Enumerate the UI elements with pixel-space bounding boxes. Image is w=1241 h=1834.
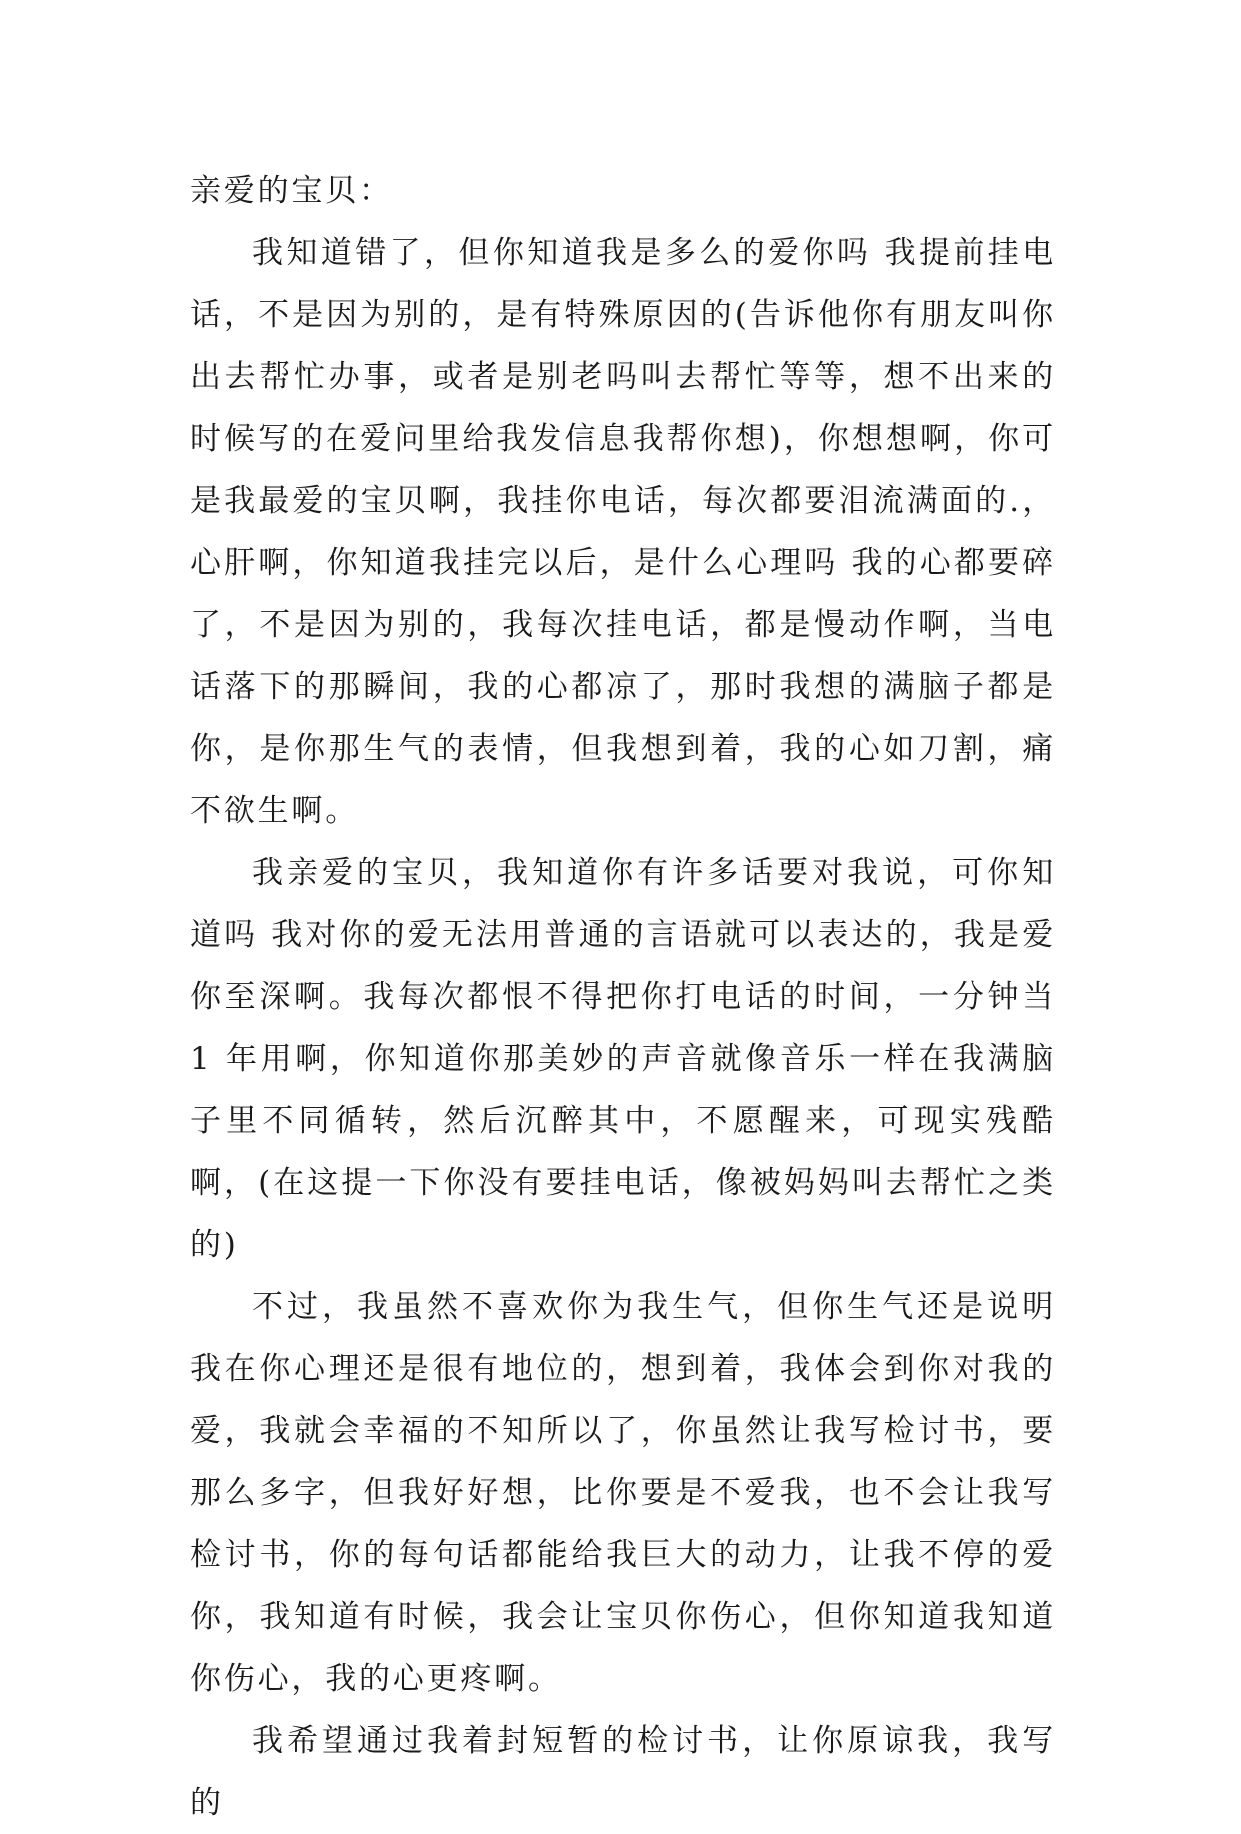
letter-paragraph-4: 我希望通过我着封短暂的检讨书，让你原谅我，我写的 xyxy=(190,1723,1056,1821)
letter-paragraph-1: 我知道错了，但你知道我是多么的爱你吗 我提前挂电话，不是因为别的，是有特殊原因的(告诉他你有朋友叫你出去帮忙办事，或者是别老吗叫去帮忙等等，想不出来的时候写的在爱问里给我发信息我帮你想)，你想想啊，你可是我最爱的宝贝啊，我挂你电话，每次都要泪流满面的.，心肝啊，你知道我挂完以后，是什么心理吗 我的心都要碎了，不是因为别的，我每次挂电话，都是慢动作啊，当电话落下的那瞬间，我的心都凉了，那时我想的满脑子都是你，是你那生气的表情，但我想到着，我的心如刀割，痛不欲生啊。 xyxy=(190,235,1056,829)
letter-paragraph-2: 我亲爱的宝贝，我知道你有许多话要对我说，可你知道吗 我对你的爱无法用普通的言语就可以表达的，我是爱你至深啊。我每次都恨不得把你打电话的时间，一分钟当 1 年用啊，你知道你那美妙的声音就像音乐一样在我满脑子里不同循转，然后沉醉其中，不愿醒来，可现实残酷啊，(在这提一下你没有要挂电话，像被妈妈叫去帮忙之类的) xyxy=(190,855,1056,1263)
letter-paragraph-3: 不过，我虽然不喜欢你为我生气，但你生气还是说明我在你心理还是很有地位的，想到着，我体会到你对我的爱，我就会幸福的不知所以了，你虽然让我写检讨书，要那么多字，但我好好想，比你要是不爱我，也不会让我写检讨书，你的每句话都能给我巨大的动力，让我不停的爱你，我知道有时候，我会让宝贝你伤心，但你知道我知道你伤心，我的心更疼啊。 xyxy=(190,1289,1056,1697)
letter-salutation: 亲爱的宝贝： xyxy=(190,173,393,209)
letter-body xyxy=(190,160,1056,1834)
